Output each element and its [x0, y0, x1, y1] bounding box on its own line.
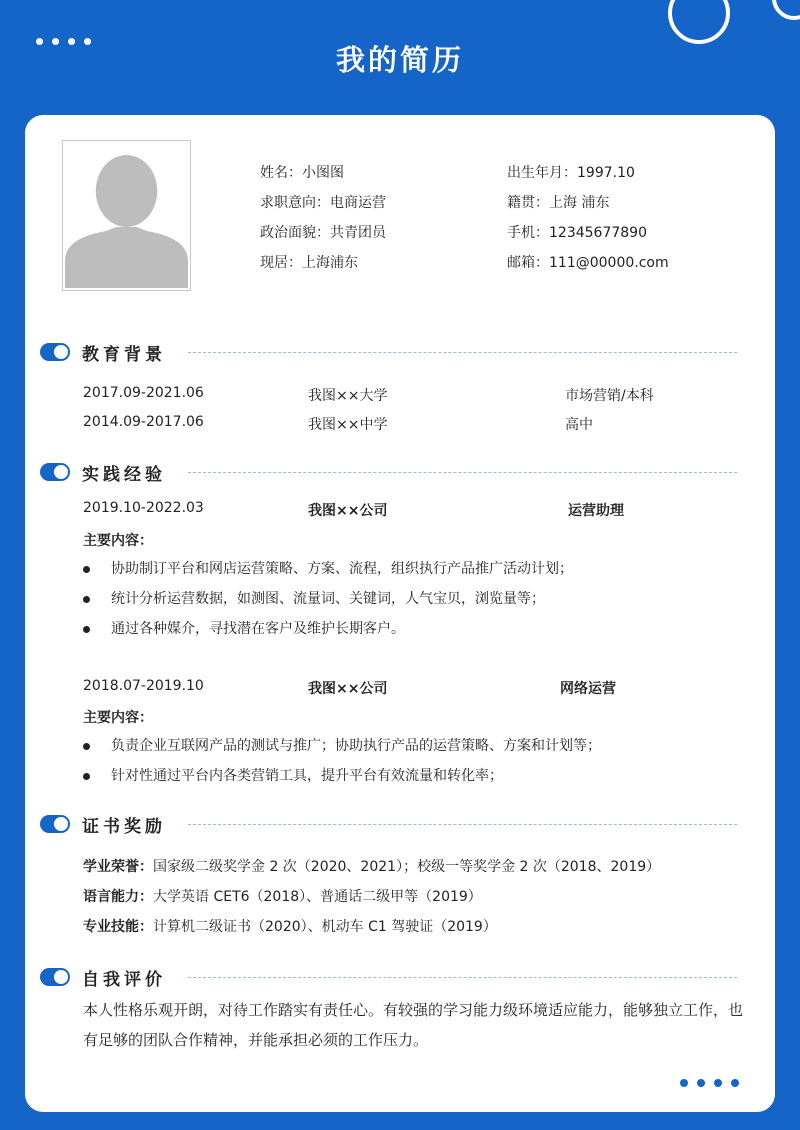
- cert-label: 专业技能：: [83, 919, 153, 935]
- job-company: 我图××公司: [308, 503, 388, 519]
- profile-birth: 出生年月：1997.10: [507, 165, 635, 181]
- job-content-label: 主要内容：: [83, 710, 153, 726]
- edu-school: 我图××中学: [308, 417, 388, 433]
- section-self-evaluation-header: [40, 965, 737, 989]
- cert-label: 学业荣誉：: [83, 859, 153, 875]
- decorative-circle: [772, 0, 800, 20]
- list-item: 通过各种媒介，寻找潜在客户及维护长期客户。: [83, 614, 573, 644]
- section-title: 教育背景: [82, 344, 166, 365]
- edu-date: 2014.09-2017.06: [83, 414, 204, 430]
- edu-degree: 高中: [565, 417, 593, 433]
- job-date: 2019.10-2022.03: [83, 500, 204, 516]
- job-date: 2018.07-2019.10: [83, 678, 204, 694]
- profile-info-left: [260, 158, 386, 278]
- divider: [188, 977, 737, 978]
- profile-name: 姓名：小图图: [260, 165, 344, 181]
- cert-text: 大学英语 CET6（2018）、普通话二级甲等（2019）: [153, 889, 482, 905]
- edu-degree: 市场营销/本科: [565, 388, 654, 404]
- toggle-icon: [40, 343, 70, 361]
- job-role: 运营助理: [568, 503, 624, 519]
- section-certificates-header: [40, 812, 737, 836]
- list-item: 负责企业互联网产品的测试与推广；协助执行产品的运营策略、方案和计划等；: [83, 731, 601, 761]
- section-title: 自我评价: [82, 969, 166, 990]
- job-company: 我图××公司: [308, 681, 388, 697]
- cert-row: [83, 852, 660, 882]
- profile-residence: 现居：上海浦东: [260, 255, 358, 271]
- divider: [188, 352, 737, 353]
- list-item: 统计分析运营数据，如测图、流量词、关键词，人气宝贝，浏览量等；: [83, 584, 573, 614]
- edu-school: 我图××大学: [308, 388, 388, 404]
- job-duties-list: [83, 554, 573, 644]
- section-title: 实践经验: [82, 464, 166, 485]
- edu-date: 2017.09-2021.06: [83, 385, 204, 401]
- person-silhouette-icon: [65, 143, 188, 288]
- profile-phone: 手机：12345677890: [507, 225, 647, 241]
- profile-info-right: [507, 158, 669, 278]
- list-item: 协助制订平台和网店运营策略、方案、流程，组织执行产品推广活动计划；: [83, 554, 573, 584]
- section-education-header: [40, 340, 737, 364]
- toggle-icon: [40, 463, 70, 481]
- profile-job-intention: 求职意向：电商运营: [260, 195, 386, 211]
- profile-political-status: 政治面貌：共青团员: [260, 225, 386, 241]
- self-evaluation-text: 本人性格乐观开朗，对待工作踏实有责任心。有较强的学习能力级环境适应能力，能够独立工作，也有足够的团队合作精神，并能承担必须的工作压力。: [83, 1001, 744, 1049]
- job-role: 网络运营: [560, 681, 616, 697]
- resume-card: [25, 115, 775, 1112]
- job-duties-list: [83, 731, 601, 791]
- list-item: 针对性通过平台内各类营销工具，提升平台有效流量和转化率；: [83, 761, 601, 791]
- profile-photo-placeholder: [62, 140, 191, 291]
- toggle-icon: [40, 968, 70, 986]
- profile-hometown: 籍贯：上海 浦东: [507, 195, 610, 211]
- job-content-label: 主要内容：: [83, 533, 153, 549]
- cert-text: 国家级二级奖学金 2 次（2020、2021）；校级一等奖学金 2 次（2018、2019）: [153, 859, 661, 875]
- certificates-list: [83, 852, 660, 942]
- divider: [188, 824, 737, 825]
- cert-text: 计算机二级证书（2020）、机动车 C1 驾驶证（2019）: [153, 919, 497, 935]
- section-title: 证书奖励: [82, 816, 166, 837]
- cert-label: 语言能力：: [83, 889, 153, 905]
- toggle-icon: [40, 815, 70, 833]
- decorative-dots-bottom: [680, 1079, 739, 1087]
- cert-row: [83, 912, 660, 942]
- profile-email: 邮箱：111@00000.com: [507, 255, 669, 271]
- page-title: 我的简历: [335, 43, 464, 77]
- section-experience-header: [40, 460, 737, 484]
- divider: [188, 472, 737, 473]
- cert-row: [83, 882, 660, 912]
